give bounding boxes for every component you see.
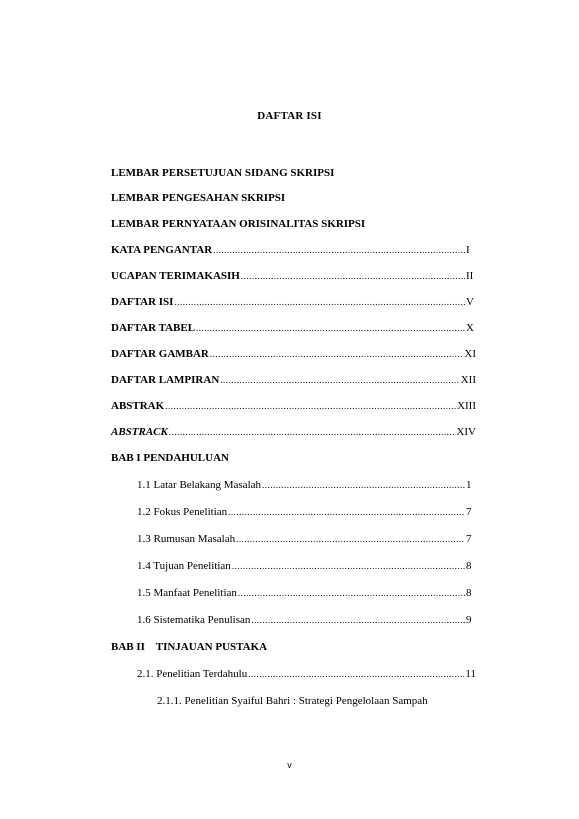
toc-entry-label: BAB II TINJAUAN PUSTAKA bbox=[111, 641, 268, 653]
toc-entry-label: DAFTAR TABEL bbox=[111, 322, 196, 334]
toc-entry-abstrak bbox=[111, 399, 476, 413]
toc-section-1-6 bbox=[137, 613, 476, 627]
toc-entry-label: DAFTAR GAMBAR bbox=[111, 348, 209, 360]
toc-entry-page: 8 bbox=[466, 587, 472, 599]
toc-entry-label: 1.2 Fokus Penelitian bbox=[137, 506, 228, 518]
toc-entry-label: DAFTAR ISI bbox=[111, 296, 174, 308]
toc-entry-lembar-pengesahan bbox=[111, 191, 476, 205]
toc-entry-label: 1.6 Sistematika Penulisan bbox=[137, 614, 251, 626]
dot-leader bbox=[174, 295, 465, 309]
dot-leader bbox=[228, 505, 465, 519]
toc-entry-daftar-tabel bbox=[111, 321, 476, 335]
toc-entry-page: 7 bbox=[466, 506, 472, 518]
dot-leader bbox=[213, 243, 465, 257]
dot-leader bbox=[262, 478, 465, 492]
page-number: v bbox=[287, 760, 292, 770]
dot-leader bbox=[196, 321, 465, 335]
toc-section-1-5 bbox=[137, 586, 476, 600]
toc-section-1-3 bbox=[137, 532, 476, 546]
toc-chapter-bab-1 bbox=[111, 451, 476, 465]
toc-entry-label: DAFTAR LAMPIRAN bbox=[111, 374, 220, 386]
toc-section-1-1 bbox=[137, 478, 476, 492]
toc-entry-abstrack bbox=[111, 425, 476, 439]
toc-entry-label: 1.5 Manfaat Penelitian bbox=[137, 587, 237, 599]
toc-entry-label: 1.4 Tujuan Penelitian bbox=[137, 560, 231, 572]
dot-leader bbox=[165, 399, 456, 413]
dot-leader bbox=[169, 425, 456, 439]
toc-entry-page: XIV bbox=[456, 426, 476, 438]
toc-section-2-1 bbox=[137, 667, 476, 681]
toc-entry-page: XI bbox=[464, 348, 476, 360]
toc-entry-daftar-isi bbox=[111, 295, 476, 309]
toc-entry-label: ABSTRACK bbox=[111, 426, 168, 438]
toc-subsection-2-1-1 bbox=[157, 694, 476, 708]
toc-entry-page: I bbox=[466, 244, 470, 256]
dot-leader bbox=[236, 532, 465, 546]
toc-entry-label: 2.1. Penelitian Terdahulu bbox=[137, 668, 248, 680]
toc-section-1-4 bbox=[137, 559, 476, 573]
toc-entry-kata-pengantar bbox=[111, 243, 476, 257]
toc-entry-page: II bbox=[466, 270, 474, 282]
toc-entry-page: XII bbox=[460, 374, 476, 386]
toc-entry-label: KATA PENGANTAR bbox=[111, 244, 213, 256]
toc-entry-label: 1.3 Rumusan Masalah bbox=[137, 533, 236, 545]
toc-entry-page: 1 bbox=[466, 479, 472, 491]
toc-entry-page: X bbox=[466, 322, 474, 334]
toc-entry-label: ABSTRAK bbox=[111, 400, 165, 412]
dot-leader bbox=[238, 586, 465, 600]
toc-entry-lembar-pernyataan bbox=[111, 217, 476, 231]
toc-entry-page: 9 bbox=[466, 614, 472, 626]
toc-entry-label: BAB I PENDAHULUAN bbox=[111, 452, 229, 464]
dot-leader bbox=[220, 373, 459, 387]
toc-entry-ucapan-terimakasih bbox=[111, 269, 476, 283]
toc-entry-label: LEMBAR PENGESAHAN SKRIPSI bbox=[111, 192, 286, 204]
toc-entry-page: 11 bbox=[465, 668, 476, 680]
toc-entry-page: 8 bbox=[466, 560, 472, 572]
dot-leader bbox=[232, 559, 465, 573]
dot-leader bbox=[251, 613, 465, 627]
toc-entry-daftar-lampiran bbox=[111, 373, 476, 387]
dot-leader bbox=[248, 667, 464, 681]
toc-entry-label: 2.1.1. Penelitian Syaiful Bahri : Strategi Pengelolaan Sampah bbox=[157, 695, 428, 707]
toc-chapter-bab-2 bbox=[111, 640, 476, 654]
toc-entry-lembar-persetujuan bbox=[111, 166, 476, 180]
toc-entry-label: UCAPAN TERIMAKASIH bbox=[111, 270, 240, 282]
dot-leader bbox=[210, 347, 464, 361]
toc-entry-label: LEMBAR PERNYATAAN ORISINALITAS SKRIPSI bbox=[111, 218, 366, 230]
toc-entry-label: LEMBAR PERSETUJUAN SIDANG SKRIPSI bbox=[111, 167, 335, 179]
toc-entry-page: V bbox=[466, 296, 474, 308]
toc-section-1-2 bbox=[137, 505, 476, 519]
page-title: DAFTAR ISI bbox=[257, 110, 322, 122]
toc-entry-daftar-gambar bbox=[111, 347, 476, 361]
toc-entry-page: 7 bbox=[466, 533, 472, 545]
dot-leader bbox=[241, 269, 465, 283]
toc-entry-label: 1.1 Latar Belakang Masalah bbox=[137, 479, 262, 491]
toc-entry-page: XIII bbox=[457, 400, 476, 412]
